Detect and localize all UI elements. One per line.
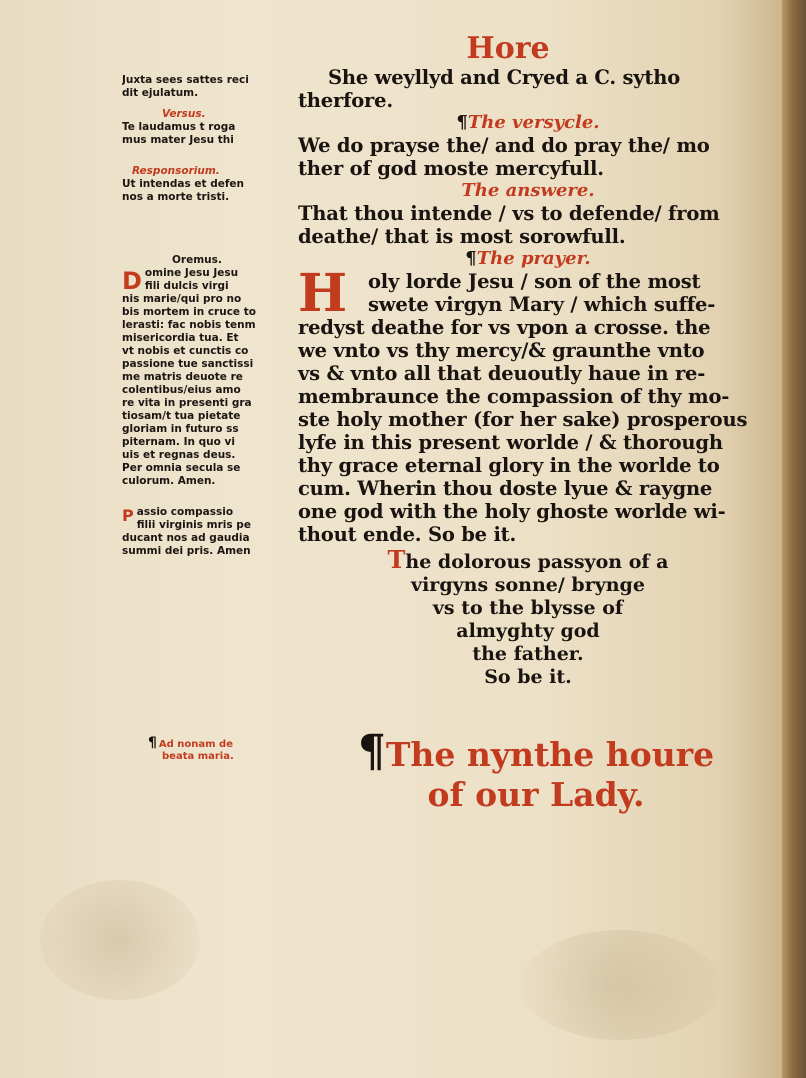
prayer-drop-cap: H <box>298 263 348 324</box>
rubric-versicle <box>298 112 758 134</box>
text-line <box>298 545 758 574</box>
closing-line: virgyns sonne/ brynge <box>411 574 645 596</box>
text-line: redyst deathe for vs vpon a crosse. the <box>298 316 711 339</box>
book-binding-edge <box>782 0 806 1078</box>
text-line: thy grace eternal glory in the worlde to <box>298 454 720 477</box>
marginal-line: fili dulcis virgi <box>144 280 229 292</box>
marginal-line: me matris deuote re <box>122 371 243 383</box>
closing-line: he dolorous passyon of a <box>405 551 669 573</box>
pilcrow-icon: ¶ <box>456 112 468 133</box>
marginal-line: Per omnia secula se <box>122 462 241 474</box>
text-line: ste holy mother (for her sake) prosperous <box>298 408 748 431</box>
main-english-column <box>298 32 758 689</box>
marginal-line: filii virginis mris pe <box>136 519 251 531</box>
marginal-line: assio compassio <box>136 506 234 518</box>
pilcrow-icon: ¶ <box>465 248 477 269</box>
running-head: Hore <box>466 31 550 66</box>
marginal-line: mus mater Jesu thi <box>122 134 234 146</box>
paper-stain <box>40 880 200 1000</box>
text-line: She weyllyd and Cryed a C. sytho <box>328 66 681 89</box>
marginal-line: gloriam in futuro ss <box>122 423 239 435</box>
marginal-closing-initial: P <box>122 506 134 525</box>
section-heading-line2: of our Lady. <box>427 775 645 814</box>
marginal-latin-column <box>122 74 292 558</box>
text-line: lyfe in this present worlde / & thorough <box>298 431 723 454</box>
marginal-line: lerasti: fac nobis tenm <box>122 319 256 331</box>
closing-line: the father. <box>472 643 584 665</box>
marginal-footnote <box>148 737 278 763</box>
show-through-text <box>150 35 162 75</box>
section-heading-line1: The nynthe houre <box>385 735 715 774</box>
text-line: ther of god moste mercyfull. <box>298 157 604 180</box>
closing-line: vs to the blysse of <box>432 597 624 619</box>
text-line: swete virgyn Mary / which suffe- <box>368 293 716 316</box>
section-heading <box>346 726 726 815</box>
marginal-line: bis mortem in cruce to <box>122 306 256 318</box>
text-line: oly lorde Jesu / son of the most <box>368 270 701 293</box>
marginal-line: misericordia tua. Et <box>122 332 239 344</box>
marginal-line: Ut intendas et defen <box>122 178 244 190</box>
text-line: cum. Wherin thou doste lyue & raygne <box>298 477 713 500</box>
marginal-line: Juxta sees sattes reci <box>122 74 249 86</box>
text-line: We do prayse the/ and do pray the/ mo <box>298 134 710 157</box>
marginal-line: summi dei pris. Amen <box>122 545 251 557</box>
closing-line: almyghty god <box>456 620 600 642</box>
text-line: deathe/ that is most sorowfull. <box>298 225 626 248</box>
marginal-foot-line: Ad nonam de <box>158 739 233 750</box>
marginal-line: omine Jesu Jesu <box>144 267 239 279</box>
marginal-line: uis et regnas deus. <box>122 449 236 461</box>
marginal-line: Te laudamus t roga <box>122 121 236 133</box>
marginal-prayer <box>122 267 292 488</box>
marginal-line: tiosam/t tua pietate <box>122 410 241 422</box>
marginal-line: re vita in presenti gra <box>122 397 252 409</box>
text-line: thout ende. So be it. <box>298 523 517 546</box>
text-line: therfore. <box>298 89 393 112</box>
text-line: That thou intende / vs to defende/ from <box>298 202 720 225</box>
marginal-foot-line: beata maria. <box>162 751 234 762</box>
rubric-versicle-label: The versycle. <box>467 112 600 133</box>
rubric-prayer <box>298 248 758 270</box>
text-line: one god with the holy ghoste worlde wi- <box>298 500 726 523</box>
closing-line: So be it. <box>484 666 572 688</box>
marginal-line: ducant nos ad gaudia <box>122 532 250 544</box>
marginal-line: nis marie/qui pro no <box>122 293 242 305</box>
marginal-line: dit ejulatum. <box>122 87 199 99</box>
marginal-prayer-initial: D <box>122 267 142 295</box>
marginal-rubric-responsio: Responsorium. <box>132 165 220 177</box>
text-line: we vnto vs thy mercy/& graunthe vnto <box>298 339 705 362</box>
pilcrow-icon: ¶ <box>148 735 157 751</box>
marginal-line: colentibus/eius amo <box>122 384 241 396</box>
marginal-line: vt nobis et cunctis co <box>122 345 249 357</box>
marginal-line: piternam. In quo vi <box>122 436 235 448</box>
english-prayer <box>298 263 758 546</box>
rubric-answere: The answere. <box>461 180 595 201</box>
rubric-prayer-label: The prayer. <box>476 248 591 269</box>
marginal-line: culorum. Amen. <box>122 475 216 487</box>
marginal-line: passione tue sanctissi <box>122 358 254 370</box>
marginal-rubric-versus: Versus. <box>162 108 206 120</box>
closing-initial: T <box>387 545 406 574</box>
marginal-closing <box>122 506 292 558</box>
marginal-oremus: Oremus. <box>172 254 222 266</box>
marginal-line: nos a morte tristi. <box>122 191 230 203</box>
paper-stain <box>520 930 720 1040</box>
closing-prayer <box>298 545 758 689</box>
text-line: membraunce the compassion of thy mo- <box>298 385 730 408</box>
pilcrow-icon: ¶ <box>357 726 386 777</box>
text-line: vs & vnto all that deuoutly haue in re- <box>298 362 706 385</box>
